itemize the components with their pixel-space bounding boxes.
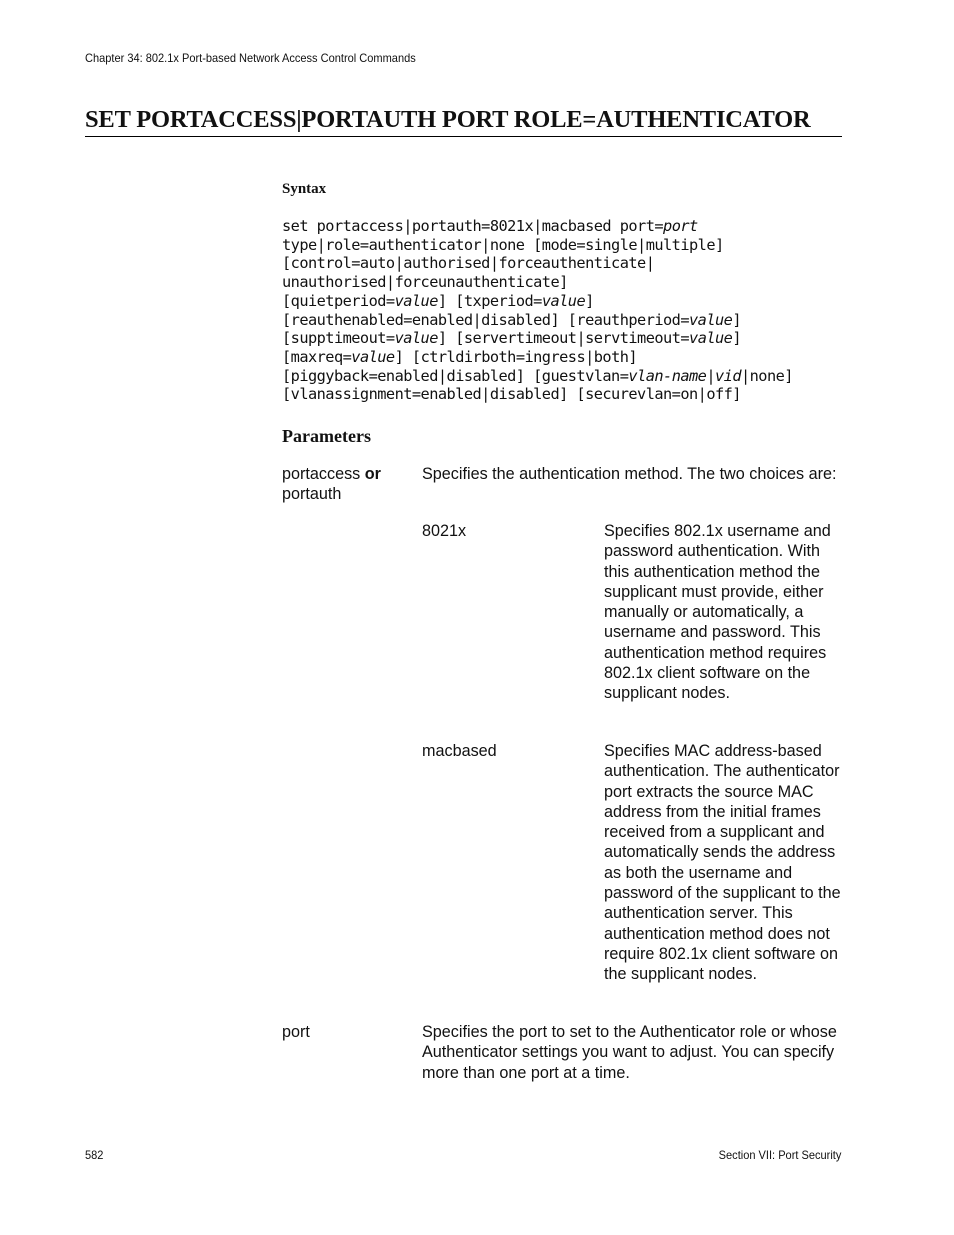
running-header: Chapter 34: 802.1x Port-based Network Access Control Commands [85,51,416,65]
syntax-text: [quietperiod= [282,291,395,310]
syntax-text: ] [ctrldirboth=ingress|both] [394,347,638,366]
param-desc-portaccess: Specifies the authentication method. The two choices are: [422,465,837,483]
syntax-placeholder: vlan-name [628,366,707,385]
syntax-line [282,236,793,255]
syntax-placeholder: port [663,217,698,235]
syntax-line [282,292,793,311]
syntax-text: [vlanassignment=enabled|disabled] [securevlan=on|off] [282,385,741,404]
syntax-placeholder: vid [715,366,741,385]
syntax-text: [reauthenabled=enabled|disabled] [reauthperiod= [282,310,689,329]
choice-name-8021x: 8021x [422,522,467,540]
syntax-text: ] [732,310,741,329]
syntax-placeholder: value [689,329,733,348]
syntax-text: type|role=authenticator|none [mode=single|multiple] [282,235,724,254]
param-term-portaccess-b: portauth [282,485,342,504]
syntax-placeholder: value [541,291,586,310]
syntax-text: ] [servertimeout|servtimeout= [437,329,690,348]
syntax-text: ] [732,329,742,348]
syntax-line [282,254,793,273]
param-desc-port: Specifies the port to set to the Authenticator role or whose Authenticator settings you want to adjust. You can specify more than one port at a time. [422,1023,837,1082]
syntax-heading: Syntax [282,181,327,197]
choice-desc-8021x: Specifies 802.1x username and password authentication. With this authentication method the supplicant must provide, either manually or automatically, a username and password. This authentication method requires 802.1x client software on the supplicant nodes. [604,522,831,703]
syntax-text: [piggyback=enabled|disabled] [guestvlan= [282,366,629,385]
param-term-portaccess-a: portaccess [282,465,361,483]
syntax-text: ] [txperiod= [437,291,542,310]
page-number: 582 [85,1148,104,1162]
param-term-portaccess [282,464,412,505]
syntax-text: | [706,366,715,385]
syntax-text: [maxreq= [282,347,352,366]
footer-section: Section VII: Port Security [718,1148,841,1162]
choice-desc-macbased: Specifies MAC address-based authentication. The authenticator port extracts the source MAC address from the initial frames received from a supplicant and automatically sends the address as both the username and password of the supplicant to the authentication server. This authentication method does not require 802.1x client software on the supplicant nodes. [604,742,841,984]
choice-name-macbased: macbased [422,742,497,760]
syntax-placeholder: value [394,329,438,348]
syntax-line [282,329,793,348]
syntax-text: |none] [740,366,793,385]
param-term-or: or [364,465,381,483]
page-title: SET PORTACCESS|PORTAUTH PORT ROLE=AUTHENTICATOR [85,106,842,137]
syntax-line [282,217,793,236]
syntax-line [282,273,793,292]
syntax-text: unauthorised|forceunauthenticate] [282,273,568,292]
parameters-heading: Parameters [282,426,371,446]
syntax-text: [control=auto|authorised|forceauthenticate| [282,254,655,273]
syntax-text: [supptimeout= [282,329,395,348]
syntax-text: set portaccess|portauth=8021x|macbased port= [282,217,664,235]
syntax-code-block [282,217,793,404]
syntax-text: ] [585,291,594,310]
syntax-placeholder: value [394,291,438,310]
syntax-line [282,348,793,367]
syntax-line [282,385,793,404]
syntax-line [282,367,793,386]
syntax-line [282,311,793,330]
syntax-placeholder: value [351,347,395,366]
syntax-placeholder: value [689,310,733,329]
param-term-port: port [282,1023,310,1041]
